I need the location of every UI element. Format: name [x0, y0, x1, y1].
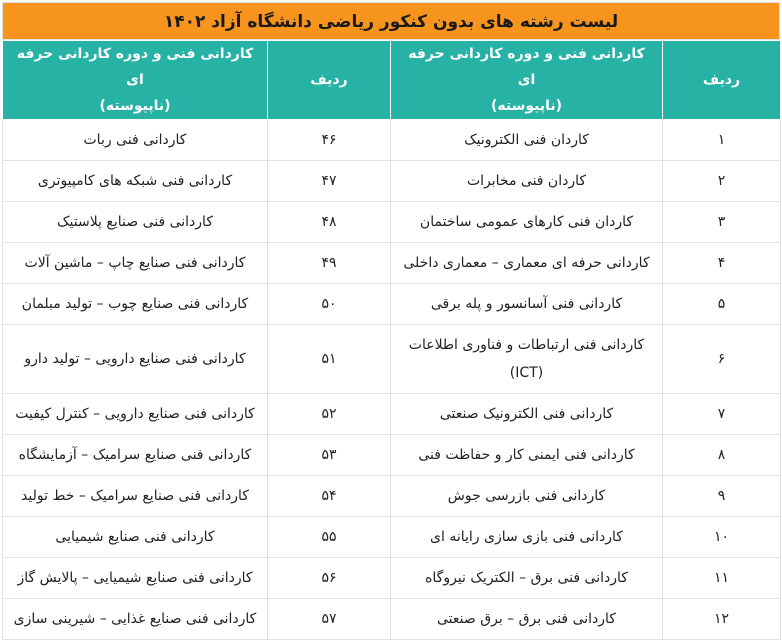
- field-name-cell: کاردانی فنی صنایع غذایی – شیرینی سازی: [3, 599, 268, 640]
- table-row: [3, 394, 781, 435]
- header-field-1: کاردانی فنی و دوره کاردانی حرفه ای (ناپیوسته): [391, 41, 663, 120]
- field-name-cell: کاردان فنی کارهای عمومی ساختمان: [391, 202, 663, 243]
- row-number-cell: ۱۲: [663, 599, 781, 640]
- field-name-cell: کاردانی فنی شبکه های کامپیوتری: [3, 161, 268, 202]
- header-field-2: کاردانی فنی و دوره کاردانی حرفه ای (ناپیوسته): [3, 41, 268, 120]
- table-body: [3, 120, 781, 640]
- table-row: [3, 599, 781, 640]
- table-row: [3, 120, 781, 161]
- field-name-cell: کاردانی فنی برق – برق صنعتی: [391, 599, 663, 640]
- row-number-cell: ۵۶: [268, 558, 391, 599]
- fields-table-container: [2, 2, 780, 640]
- row-number-cell: ۵۳: [268, 435, 391, 476]
- row-number-cell: ۱۱: [663, 558, 781, 599]
- field-name-cell: کاردان فنی مخابرات: [391, 161, 663, 202]
- row-number-cell: ۵۵: [268, 517, 391, 558]
- header-row-number-1: ردیف: [663, 41, 781, 120]
- fields-table: [2, 40, 781, 640]
- row-number-cell: ۳: [663, 202, 781, 243]
- row-number-cell: ۱: [663, 120, 781, 161]
- row-number-cell: ۵: [663, 284, 781, 325]
- table-row: [3, 284, 781, 325]
- row-number-cell: ۵۲: [268, 394, 391, 435]
- table-title: لیست رشته های بدون کنکور ریاضی دانشگاه آزاد ۱۴۰۲: [2, 2, 780, 40]
- field-name-cell: کاردانی فنی بازرسی جوش: [391, 476, 663, 517]
- field-name-cell: کاردانی فنی صنایع شیمیایی – پالایش گاز: [3, 558, 268, 599]
- table-row: [3, 243, 781, 284]
- table-row: [3, 202, 781, 243]
- field-name-cell: کاردانی فنی صنایع چاپ – ماشین آلات: [3, 243, 268, 284]
- row-number-cell: ۴: [663, 243, 781, 284]
- table-row: [3, 476, 781, 517]
- table-row: [3, 435, 781, 476]
- field-name-cell: کاردان فنی الکترونیک: [391, 120, 663, 161]
- table-row: [3, 325, 781, 394]
- field-name-cell: کاردانی فنی ربات: [3, 120, 268, 161]
- row-number-cell: ۴۷: [268, 161, 391, 202]
- field-name-cell: کاردانی فنی صنایع دارویی – تولید دارو: [3, 325, 268, 394]
- row-number-cell: ۹: [663, 476, 781, 517]
- field-name-cell: کاردانی فنی ارتباطات و فناوری اطلاعات (ICT): [391, 325, 663, 394]
- row-number-cell: ۸: [663, 435, 781, 476]
- field-name-cell: کاردانی فنی آسانسور و پله برقی: [391, 284, 663, 325]
- field-name-cell: کاردانی حرفه ای معماری – معماری داخلی: [391, 243, 663, 284]
- header-row-number-2: ردیف: [268, 41, 391, 120]
- table-row: [3, 161, 781, 202]
- field-name-cell: کاردانی فنی صنایع چوب – تولید مبلمان: [3, 284, 268, 325]
- table-row: [3, 558, 781, 599]
- field-name-cell: کاردانی فنی صنایع دارویی – کنترل کیفیت: [3, 394, 268, 435]
- row-number-cell: ۴۸: [268, 202, 391, 243]
- row-number-cell: ۷: [663, 394, 781, 435]
- table-header-row: [3, 41, 781, 120]
- row-number-cell: ۵۱: [268, 325, 391, 394]
- row-number-cell: ۴۹: [268, 243, 391, 284]
- row-number-cell: ۵۴: [268, 476, 391, 517]
- row-number-cell: ۱۰: [663, 517, 781, 558]
- field-name-cell: کاردانی فنی الکترونیک صنعتی: [391, 394, 663, 435]
- row-number-cell: ۵۷: [268, 599, 391, 640]
- field-name-cell: کاردانی فنی صنایع سرامیک – خط تولید: [3, 476, 268, 517]
- row-number-cell: ۶: [663, 325, 781, 394]
- row-number-cell: ۴۶: [268, 120, 391, 161]
- row-number-cell: ۵۰: [268, 284, 391, 325]
- table-row: [3, 517, 781, 558]
- field-name-cell: کاردانی فنی صنایع شیمیایی: [3, 517, 268, 558]
- field-name-cell: کاردانی فنی ایمنی کار و حفاظت فنی: [391, 435, 663, 476]
- field-name-cell: کاردانی فنی بازی سازی رایانه ای: [391, 517, 663, 558]
- field-name-cell: کاردانی فنی صنایع سرامیک – آزمایشگاه: [3, 435, 268, 476]
- field-name-cell: کاردانی فنی صنایع پلاستیک: [3, 202, 268, 243]
- field-name-cell: کاردانی فنی برق – الکتریک نیروگاه: [391, 558, 663, 599]
- row-number-cell: ۲: [663, 161, 781, 202]
